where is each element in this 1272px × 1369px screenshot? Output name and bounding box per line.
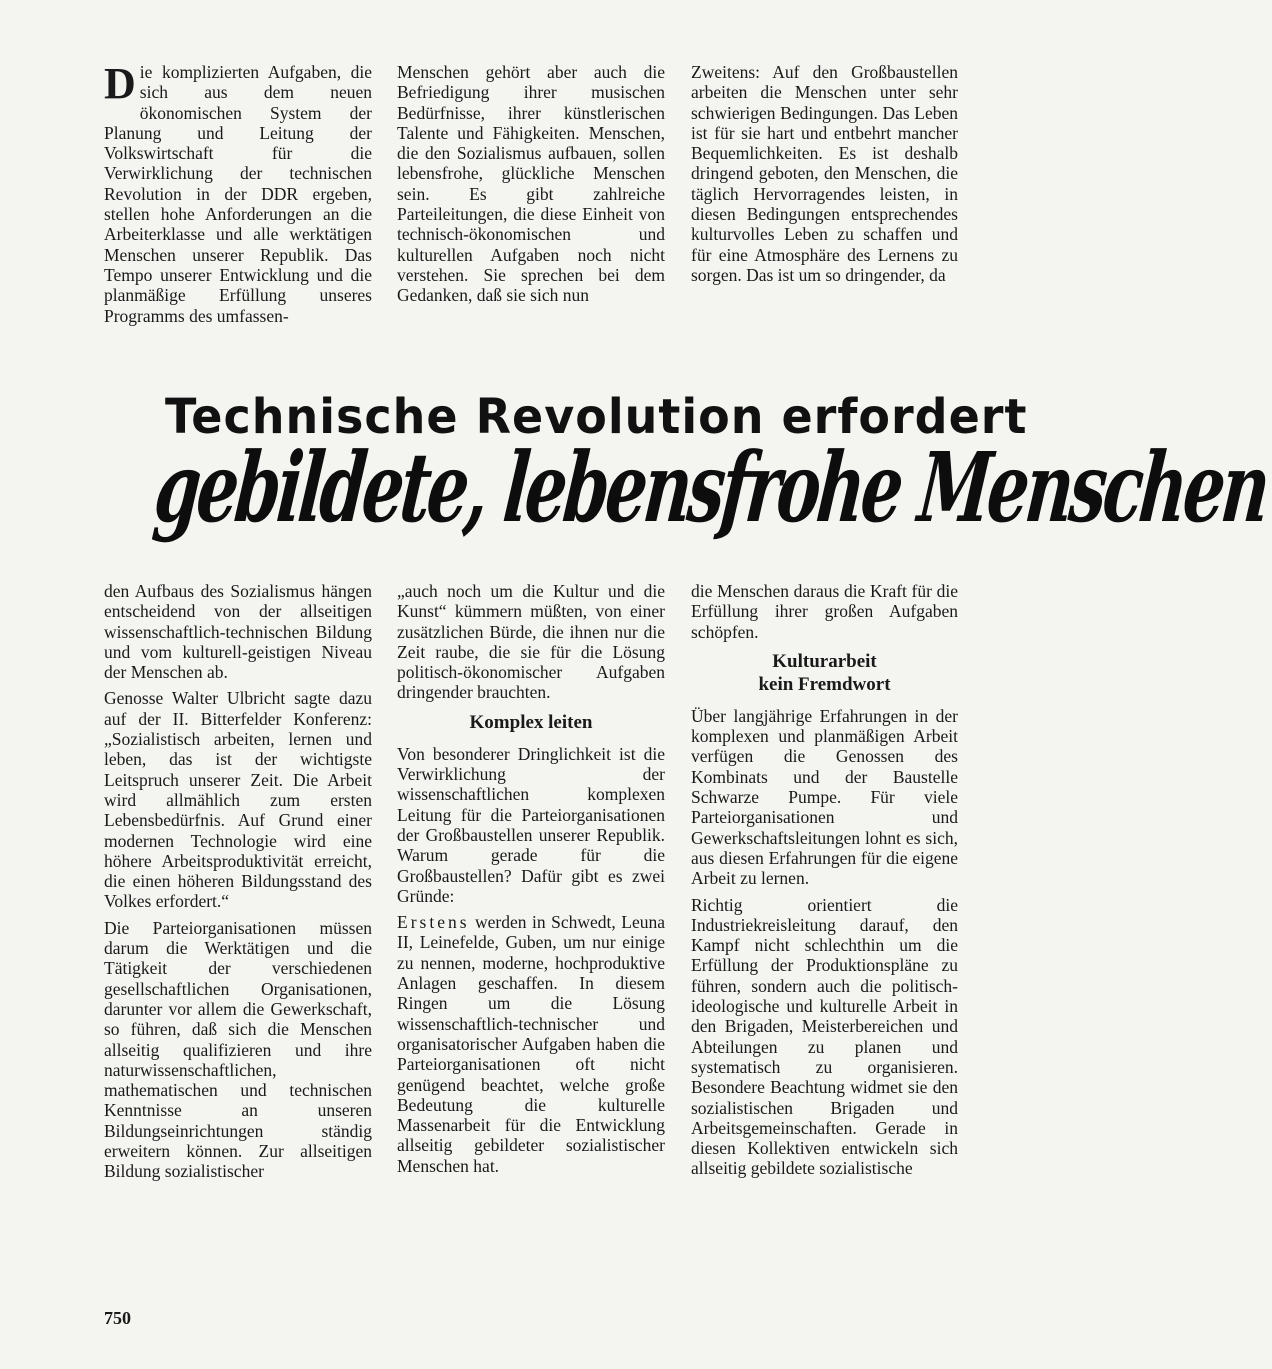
heading-line: kein Fremdwort — [758, 673, 891, 695]
paragraph: Menschen gehört aber auch die Befriedigung ihrer musischen Bedürfnisse, ihrer künstlerischen Talente und Fähigkeiten. Menschen, die den Sozialismus aufbauen, sollen lebensfrohe, glückliche Menschen sein. Es gibt zahlreiche Parteileitungen, die diese Einheit von technisch-ökonomischen und kulturellen Aufgaben noch nicht verstehen. Sie sprechen bei dem Gedanken, daß sie sich nun — [397, 62, 665, 306]
column-2-top — [397, 62, 665, 312]
paragraph: Richtig orientiert die Industriekreisleitung darauf, den Kampf nicht schlechthin um die Erfüllung der Produktionspläne zu führen, sondern auch die politisch-ideologische und kulturelle Arbeit in den Brigaden, Meisterbereichen und Abteilungen zu planen und systematisch zu organisieren. Besondere Beachtung widmet sie den sozialistischen Brigaden und Arbeitsgemeinschaften. Gerade in diesen Kollektiven entwickeln sich allseitig gebildete sozialistische — [691, 894, 958, 1179]
page-number: 750 — [104, 1308, 131, 1328]
intro-paragraph: Die komplizierten Aufgaben, die sich aus dem neuen ökonomischen System der Planung und Leitung der Volkswirtschaft für die Verwirklichung der technischen Revolution in der DDR ergeben, stellen hohe Anforderungen an die Arbeiterklasse und alle werktätigen Menschen unserer Republik. Das Tempo unserer Entwicklung und die planmäßige Erfüllung unseres Programms des umfassen- — [104, 59, 372, 326]
section-heading: Komplex leiten — [469, 711, 593, 733]
column-2-bottom — [397, 581, 665, 1182]
column-3-bottom — [691, 581, 958, 1185]
paragraph: „auch noch um die Kultur und die Kunst“ kümmern müßten, von einer zusätzlichen Bürde, die ihnen nur die Zeit raube, die sie für die Lösung politisch-ökonomischer Aufgaben dringender brauchten. — [397, 581, 665, 703]
paragraph: den Aufbaus des Sozialismus hängen entscheidend von der allseitigen wissenschaftlich-technischen Bildung und vom kulturell-geistigen Niveau der Menschen ab. — [104, 581, 372, 683]
emphasis-lead: Erstens — [397, 912, 470, 933]
paragraph: Zweitens: Auf den Großbaustellen arbeiten die Menschen unter sehr schwierigen Bedingungen. Das Leben ist für sie hart und entbehrt mancher Bequemlichkeiten. Es ist deshalb dringend geboten, den Menschen, die täglich Hervorragendes leisten, in diesen Bedingungen entsprechendes kulturvolles Leben zu schaffen und für eine Atmosphäre des Lernens zu sorgen. Das ist um so dringender, da — [691, 62, 958, 285]
headline-line-1: Technische Revolution erfordert — [165, 387, 1028, 445]
paragraph-text: werden in Schwedt, Leuna II, Leinefelde, Guben, um nur einige zu nennen, moderne, hochproduktive Anlagen geschaffen. In diesem Ringen um die Lösung wissenschaftlich-technischer und organisatorischer Aufgaben haben die Parteiorganisationen oft nicht genügend beachtet, welche große Bedeutung die kulturelle Massenarbeit für die Entwicklung allseitig gebildeter sozialistischer Menschen hat. — [397, 912, 665, 1176]
paragraph: die Menschen daraus die Kraft für die Erfüllung ihrer großen Aufgaben schöpfen. — [691, 581, 958, 642]
column-3-top — [691, 62, 958, 291]
paragraph: Die Parteiorganisationen müssen darum die Werktätigen und die Tätigkeit der verschiedenen gesellschaftlichen Organisationen, darunter vor allem die Gewerkschaft, so führen, daß sich die Menschen allseitig qualifizieren und ihre naturwissenschaftlichen, mathematischen und technischen Kenntnisse an unseren Bildungseinrichtungen ständig erweitern können. Zur allseitigen Bildung sozialistischer — [104, 917, 372, 1182]
paragraph: Von besonderer Dringlichkeit ist die Verwirklichung der wissenschaftlichen komplexen Leitung für die Parteiorganisationen der Großbaustellen unserer Republik. Warum gerade für die Großbaustellen? Dafür gibt es zwei Gründe: — [397, 743, 665, 906]
heading-line: Kulturarbeit — [772, 650, 877, 672]
headline-line-2: gebildete, lebensfrohe Menschen — [149, 431, 1272, 544]
column-1-bottom — [104, 581, 372, 1188]
paragraph — [397, 912, 665, 1176]
section-heading — [691, 650, 958, 696]
paragraph: Genosse Walter Ulbricht sagte dazu auf der II. Bitterfelder Konferenz: „Sozialistisch arbeiten, lernen und leben, das ist der wichtigste Leitspruch unserer Zeit. Die Arbeit wird allmählich zum ersten Lebensbedürfnis. Auf Grund einer modernen Technologie wird eine höhere Arbeitsproduktivität erreicht, die einen höheren Bildungsstand des Volkes erfordert.“ — [104, 688, 372, 912]
column-1-top — [104, 59, 372, 332]
paragraph: Über langjährige Erfahrungen in der komplexen und planmäßigen Arbeit verfügen die Genossen des Kombinats und der Baustelle Schwarze Pumpe. Für viele Parteiorganisationen und Gewerkschaftsleitungen lohnt es sich, aus diesen Erfahrungen für die eigene Arbeit zu lernen. — [691, 705, 958, 889]
